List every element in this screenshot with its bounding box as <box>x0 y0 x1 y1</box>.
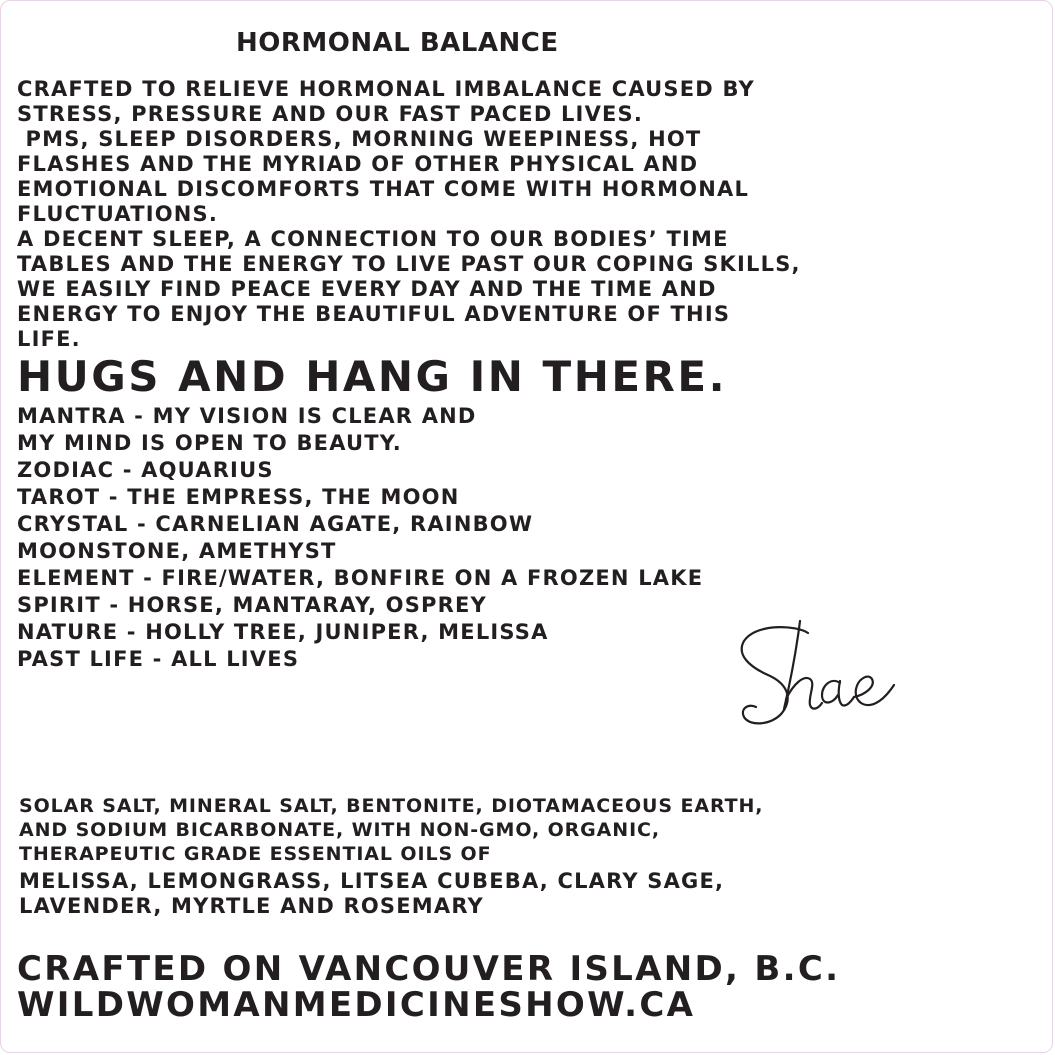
essential-oils-text <box>19 869 724 919</box>
spirit-line: SPIRIT - HORSE, MANTARAY, OSPREY <box>17 593 487 617</box>
ingredient-line: AND SODIUM BICARBONATE, WITH NON-GMO, ORGANIC, <box>19 819 661 841</box>
intro-line: WE EASILY FIND PEACE EVERY DAY AND THE TIME AND <box>17 277 717 301</box>
intro-line: EMOTIONAL DISCOMFORTS THAT COME WITH HORMONAL <box>17 177 750 201</box>
label-title: HORMONAL BALANCE <box>236 28 559 58</box>
intro-line: CRAFTED TO RELIEVE HORMONAL IMBALANCE CAUSED BY <box>17 77 755 101</box>
ingredient-line: THERAPEUTIC GRADE ESSENTIAL OILS OF <box>19 843 492 865</box>
intro-line: LIFE. <box>17 327 81 351</box>
crystal-line-1: CRYSTAL - CARNELIAN AGATE, RAINBOW <box>17 512 534 536</box>
intro-line: FLASHES AND THE MYRIAD OF OTHER PHYSICAL AND <box>17 152 699 176</box>
crystal-line-2: MOONSTONE, AMETHYST <box>17 539 337 563</box>
intro-line: ENERGY TO ENJOY THE BEAUTIFUL ADVENTURE OF THIS <box>17 302 731 326</box>
mantra-line-2: MY MIND IS OPEN TO BEAUTY. <box>17 431 402 455</box>
oil-line: MELISSA, LEMONGRASS, LITSEA CUBEBA, CLARY SAGE, <box>19 869 725 893</box>
origin-line: CRAFTED ON VANCOUVER ISLAND, B.C. <box>17 949 841 989</box>
oil-line: LAVENDER, MYRTLE AND ROSEMARY <box>19 894 484 918</box>
intro-text <box>17 77 801 352</box>
sign-off-heading: HUGS AND HANG IN THERE. <box>17 352 728 401</box>
ingredient-line: SOLAR SALT, MINERAL SALT, BENTONITE, DIOTAMACEOUS EARTH, <box>19 795 764 817</box>
intro-line: FLUCTUATIONS. <box>17 202 219 226</box>
nature-line: NATURE - HOLLY TREE, JUNIPER, MELISSA <box>17 620 549 644</box>
signature-shae <box>736 613 911 738</box>
past-life-line: PAST LIFE - ALL LIVES <box>17 647 300 671</box>
intro-line: TABLES AND THE ENERGY TO LIVE PAST OUR COPING SKILLS, <box>17 252 801 276</box>
tarot-line: TAROT - THE EMPRESS, THE MOON <box>17 485 460 509</box>
mantra-line-1: MANTRA - MY VISION IS CLEAR AND <box>17 404 477 428</box>
zodiac-line: ZODIAC - AQUARIUS <box>17 458 274 482</box>
footer <box>17 951 840 1023</box>
element-line: ELEMENT - FIRE/WATER, BONFIRE ON A FROZEN LAKE <box>17 566 704 590</box>
website-line: WILDWOMANMEDICINESHOW.CA <box>17 985 696 1025</box>
intro-line: PMS, SLEEP DISORDERS, MORNING WEEPINESS, HOT <box>17 127 702 151</box>
attributes-list <box>17 403 703 673</box>
ingredients-text <box>19 794 763 866</box>
intro-line: STRESS, PRESSURE AND OUR FAST PACED LIVES. <box>17 102 644 126</box>
intro-line: A DECENT SLEEP, A CONNECTION TO OUR BODIES’ TIME <box>17 227 729 251</box>
